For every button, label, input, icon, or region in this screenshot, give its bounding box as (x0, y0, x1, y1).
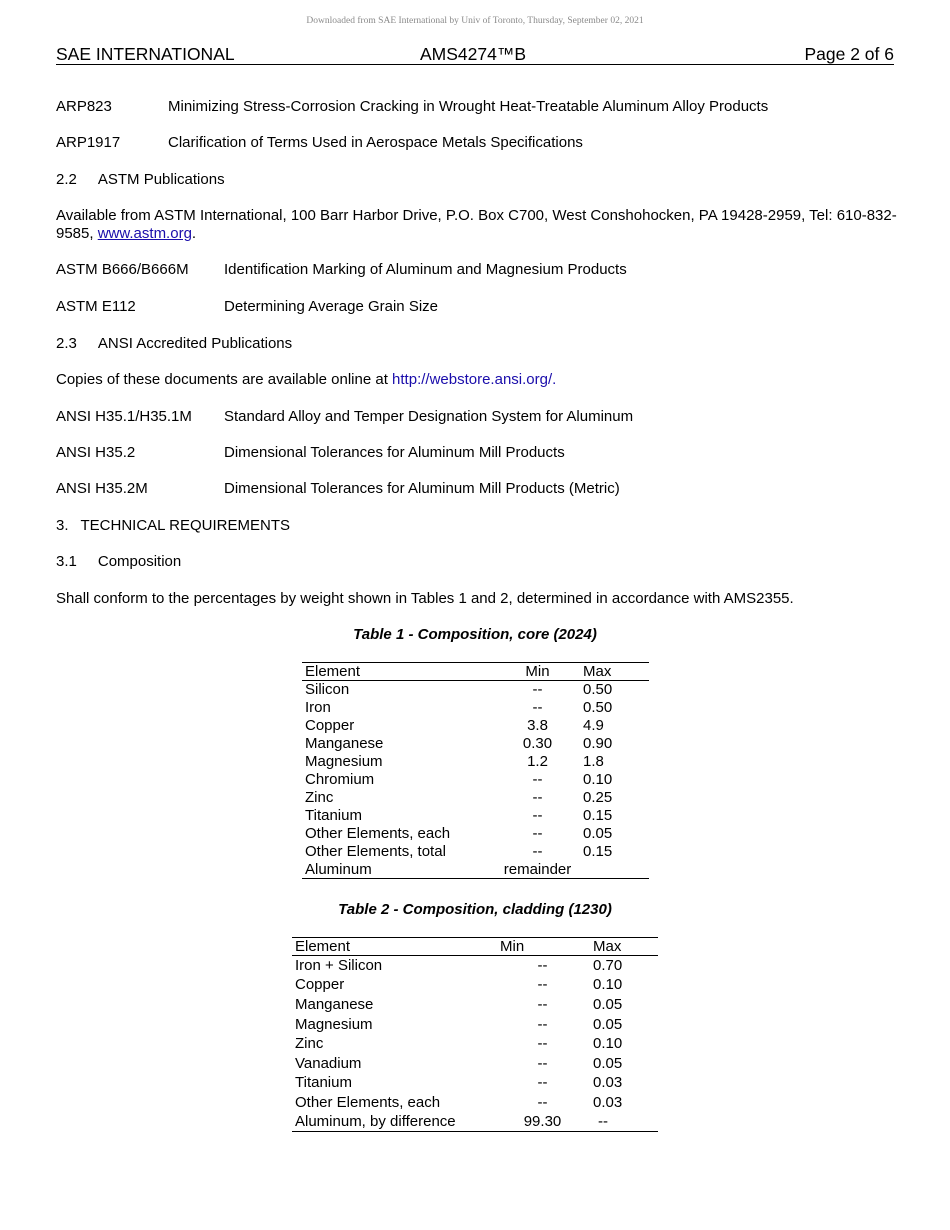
table-row (292, 1034, 658, 1054)
column-header: Max (590, 938, 658, 956)
table-row (302, 753, 649, 771)
cell-max: 0.15 (583, 807, 613, 824)
header-page-number: Page 2 of 6 (804, 44, 894, 64)
table-row (292, 995, 658, 1015)
composition-table-core (302, 662, 649, 879)
section-title: Composition (97, 553, 182, 570)
table-row (292, 956, 658, 976)
cell-element: Copper (305, 717, 355, 734)
table-row (292, 1073, 658, 1093)
cell-min: -- (532, 699, 543, 716)
cell-max: 0.03 (593, 1074, 623, 1092)
section-3-1-heading (56, 553, 181, 570)
column-header: Max (580, 663, 649, 681)
cell-element: Aluminum, by difference (292, 1112, 492, 1132)
cell-element: Other Elements, each (295, 1093, 441, 1111)
cell-min: 0.30 (522, 735, 553, 752)
cell-element: Manganese (305, 735, 384, 752)
column-header: Element (292, 938, 492, 956)
cell-max: 0.70 (593, 957, 623, 975)
cell-max: 4.9 (583, 717, 604, 734)
reference-code: ANSI H35.2M (56, 480, 148, 497)
table-row (302, 843, 649, 861)
reference-code: ARP1917 (56, 134, 121, 151)
cell-max (580, 861, 649, 879)
table-row (302, 717, 649, 735)
reference-code: ASTM B666/B666M (56, 261, 189, 278)
table-row (302, 807, 649, 825)
reference-title: Dimensional Tolerances for Aluminum Mill Products (Metric) (224, 480, 620, 497)
reference-code: ANSI H35.2 (56, 444, 136, 461)
cell-element: Aluminum (302, 861, 492, 879)
cell-max: 0.25 (583, 789, 613, 806)
cell-element: Magnesium (305, 753, 383, 770)
reference-code: ASTM E112 (56, 298, 136, 315)
table-row (302, 681, 649, 699)
ansi-availability-end: . (552, 371, 557, 388)
header-doc-id: AMS4274™B (420, 44, 527, 64)
cell-max: 1.8 (583, 753, 604, 770)
cell-element: Other Elements, each (305, 825, 451, 842)
section-3-heading (56, 517, 290, 534)
cell-element: Vanadium (295, 1054, 362, 1072)
header-org: SAE INTERNATIONAL (56, 44, 235, 64)
cell-min: -- (532, 789, 543, 806)
cell-element: Manganese (295, 995, 374, 1013)
cell-min: -- (537, 1074, 548, 1092)
table-row (302, 699, 649, 717)
section-title: ANSI Accredited Publications (97, 335, 293, 352)
table-row (292, 1053, 658, 1073)
astm-availability (56, 207, 898, 243)
ansi-link[interactable]: http://webstore.ansi.org/ (392, 371, 553, 388)
cell-min: 99.30 (492, 1112, 590, 1132)
section-number: 3. (56, 517, 69, 534)
section-2-3-heading (56, 335, 292, 352)
reference-title: Identification Marking of Aluminum and Magnesium Products (224, 261, 627, 278)
reference-title: Minimizing Stress-Corrosion Cracking in Wrought Heat-Treatable Aluminum Alloy Products (168, 98, 769, 115)
table-row (292, 1014, 658, 1034)
table-row (302, 825, 649, 843)
reference-title: Determining Average Grain Size (224, 298, 438, 315)
reference-title: Clarification of Terms Used in Aerospace Metals Specifications (168, 134, 583, 151)
composition-text: Shall conform to the percentages by weight shown in Tables 1 and 2, determined in accordance with AMS2355. (56, 590, 794, 607)
cell-min: -- (537, 995, 548, 1013)
cell-element: Zinc (305, 789, 334, 806)
column-header: Element (302, 663, 492, 681)
cell-max: 0.50 (583, 681, 613, 699)
cell-element: Titanium (305, 807, 362, 824)
cell-max: 0.03 (593, 1093, 623, 1111)
cell-max: 0.05 (593, 1054, 623, 1072)
table-row (292, 1112, 658, 1132)
cell-max: 0.10 (593, 1035, 623, 1053)
cell-max: 0.05 (593, 1015, 623, 1033)
cell-min: -- (532, 681, 543, 699)
cell-min: 3.8 (527, 717, 548, 734)
table-row (292, 975, 658, 995)
astm-link[interactable]: www.astm.org (97, 225, 192, 242)
table2-caption: Table 2 - Composition, cladding (1230) (338, 901, 612, 918)
table-row (302, 861, 649, 879)
section-number: 2.3 (56, 335, 77, 352)
page-header (56, 44, 894, 65)
reference-title: Standard Alloy and Temper Designation System for Aluminum (224, 408, 634, 425)
cell-element: Titanium (295, 1074, 352, 1092)
table1-caption: Table 1 - Composition, core (2024) (353, 626, 597, 643)
column-header: Min (492, 663, 580, 681)
table-row (302, 789, 649, 807)
cell-max: 0.50 (583, 699, 613, 716)
cell-element: Copper (295, 976, 345, 994)
section-title: ASTM Publications (97, 171, 225, 188)
cell-max: 0.05 (583, 825, 613, 842)
ansi-availability-text: Copies of these documents are available online at (56, 371, 393, 388)
reference-title: Dimensional Tolerances for Aluminum Mill Products (224, 444, 565, 461)
cell-min: -- (537, 1054, 548, 1072)
cell-element: Magnesium (295, 1015, 373, 1033)
cell-max: 0.10 (583, 771, 613, 788)
table-row (302, 771, 649, 789)
cell-min: -- (532, 843, 543, 860)
column-header: Min (492, 938, 590, 956)
cell-min: -- (532, 771, 543, 788)
cell-max: -- (590, 1112, 658, 1132)
cell-element: Iron + Silicon (295, 957, 383, 975)
cell-element: Zinc (295, 1035, 324, 1053)
section-number: 3.1 (56, 553, 77, 570)
section-title: TECHNICAL REQUIREMENTS (80, 517, 290, 534)
cell-min: -- (537, 1035, 548, 1053)
cell-element: Iron (305, 699, 331, 716)
composition-table-cladding (292, 937, 658, 1132)
ansi-availability (56, 371, 556, 388)
cell-max: 0.05 (593, 995, 623, 1013)
cell-max: 0.10 (593, 976, 623, 994)
cell-max: 0.90 (583, 735, 613, 752)
cell-min: -- (537, 957, 548, 975)
cell-min: -- (532, 807, 543, 824)
section-2-2-heading (56, 171, 225, 188)
download-banner: Downloaded from SAE International by Univ of Toronto, Thursday, September 02, 2021 (306, 16, 644, 26)
cell-min: -- (532, 825, 543, 842)
cell-min: 1.2 (527, 753, 548, 770)
reference-code: ARP823 (56, 98, 112, 115)
cell-min: -- (537, 976, 548, 994)
cell-element: Other Elements, total (305, 843, 446, 860)
table-row (292, 1093, 658, 1113)
cell-element: Chromium (305, 771, 375, 788)
cell-min: -- (537, 1015, 548, 1033)
cell-max: 0.15 (583, 843, 613, 860)
astm-availability-text: Available from ASTM International, 100 Barr Harbor Drive, P.O. Box C700, West Conshohocken, PA 19428-2959, Tel: 610-832-9585, (56, 207, 897, 242)
reference-code: ANSI H35.1/H35.1M (56, 408, 192, 425)
cell-min: remainder (492, 861, 580, 879)
table-row (302, 735, 649, 753)
cell-min: -- (537, 1093, 548, 1111)
astm-availability-end: . (191, 225, 197, 242)
cell-element: Silicon (305, 681, 350, 699)
section-number: 2.2 (56, 171, 77, 188)
